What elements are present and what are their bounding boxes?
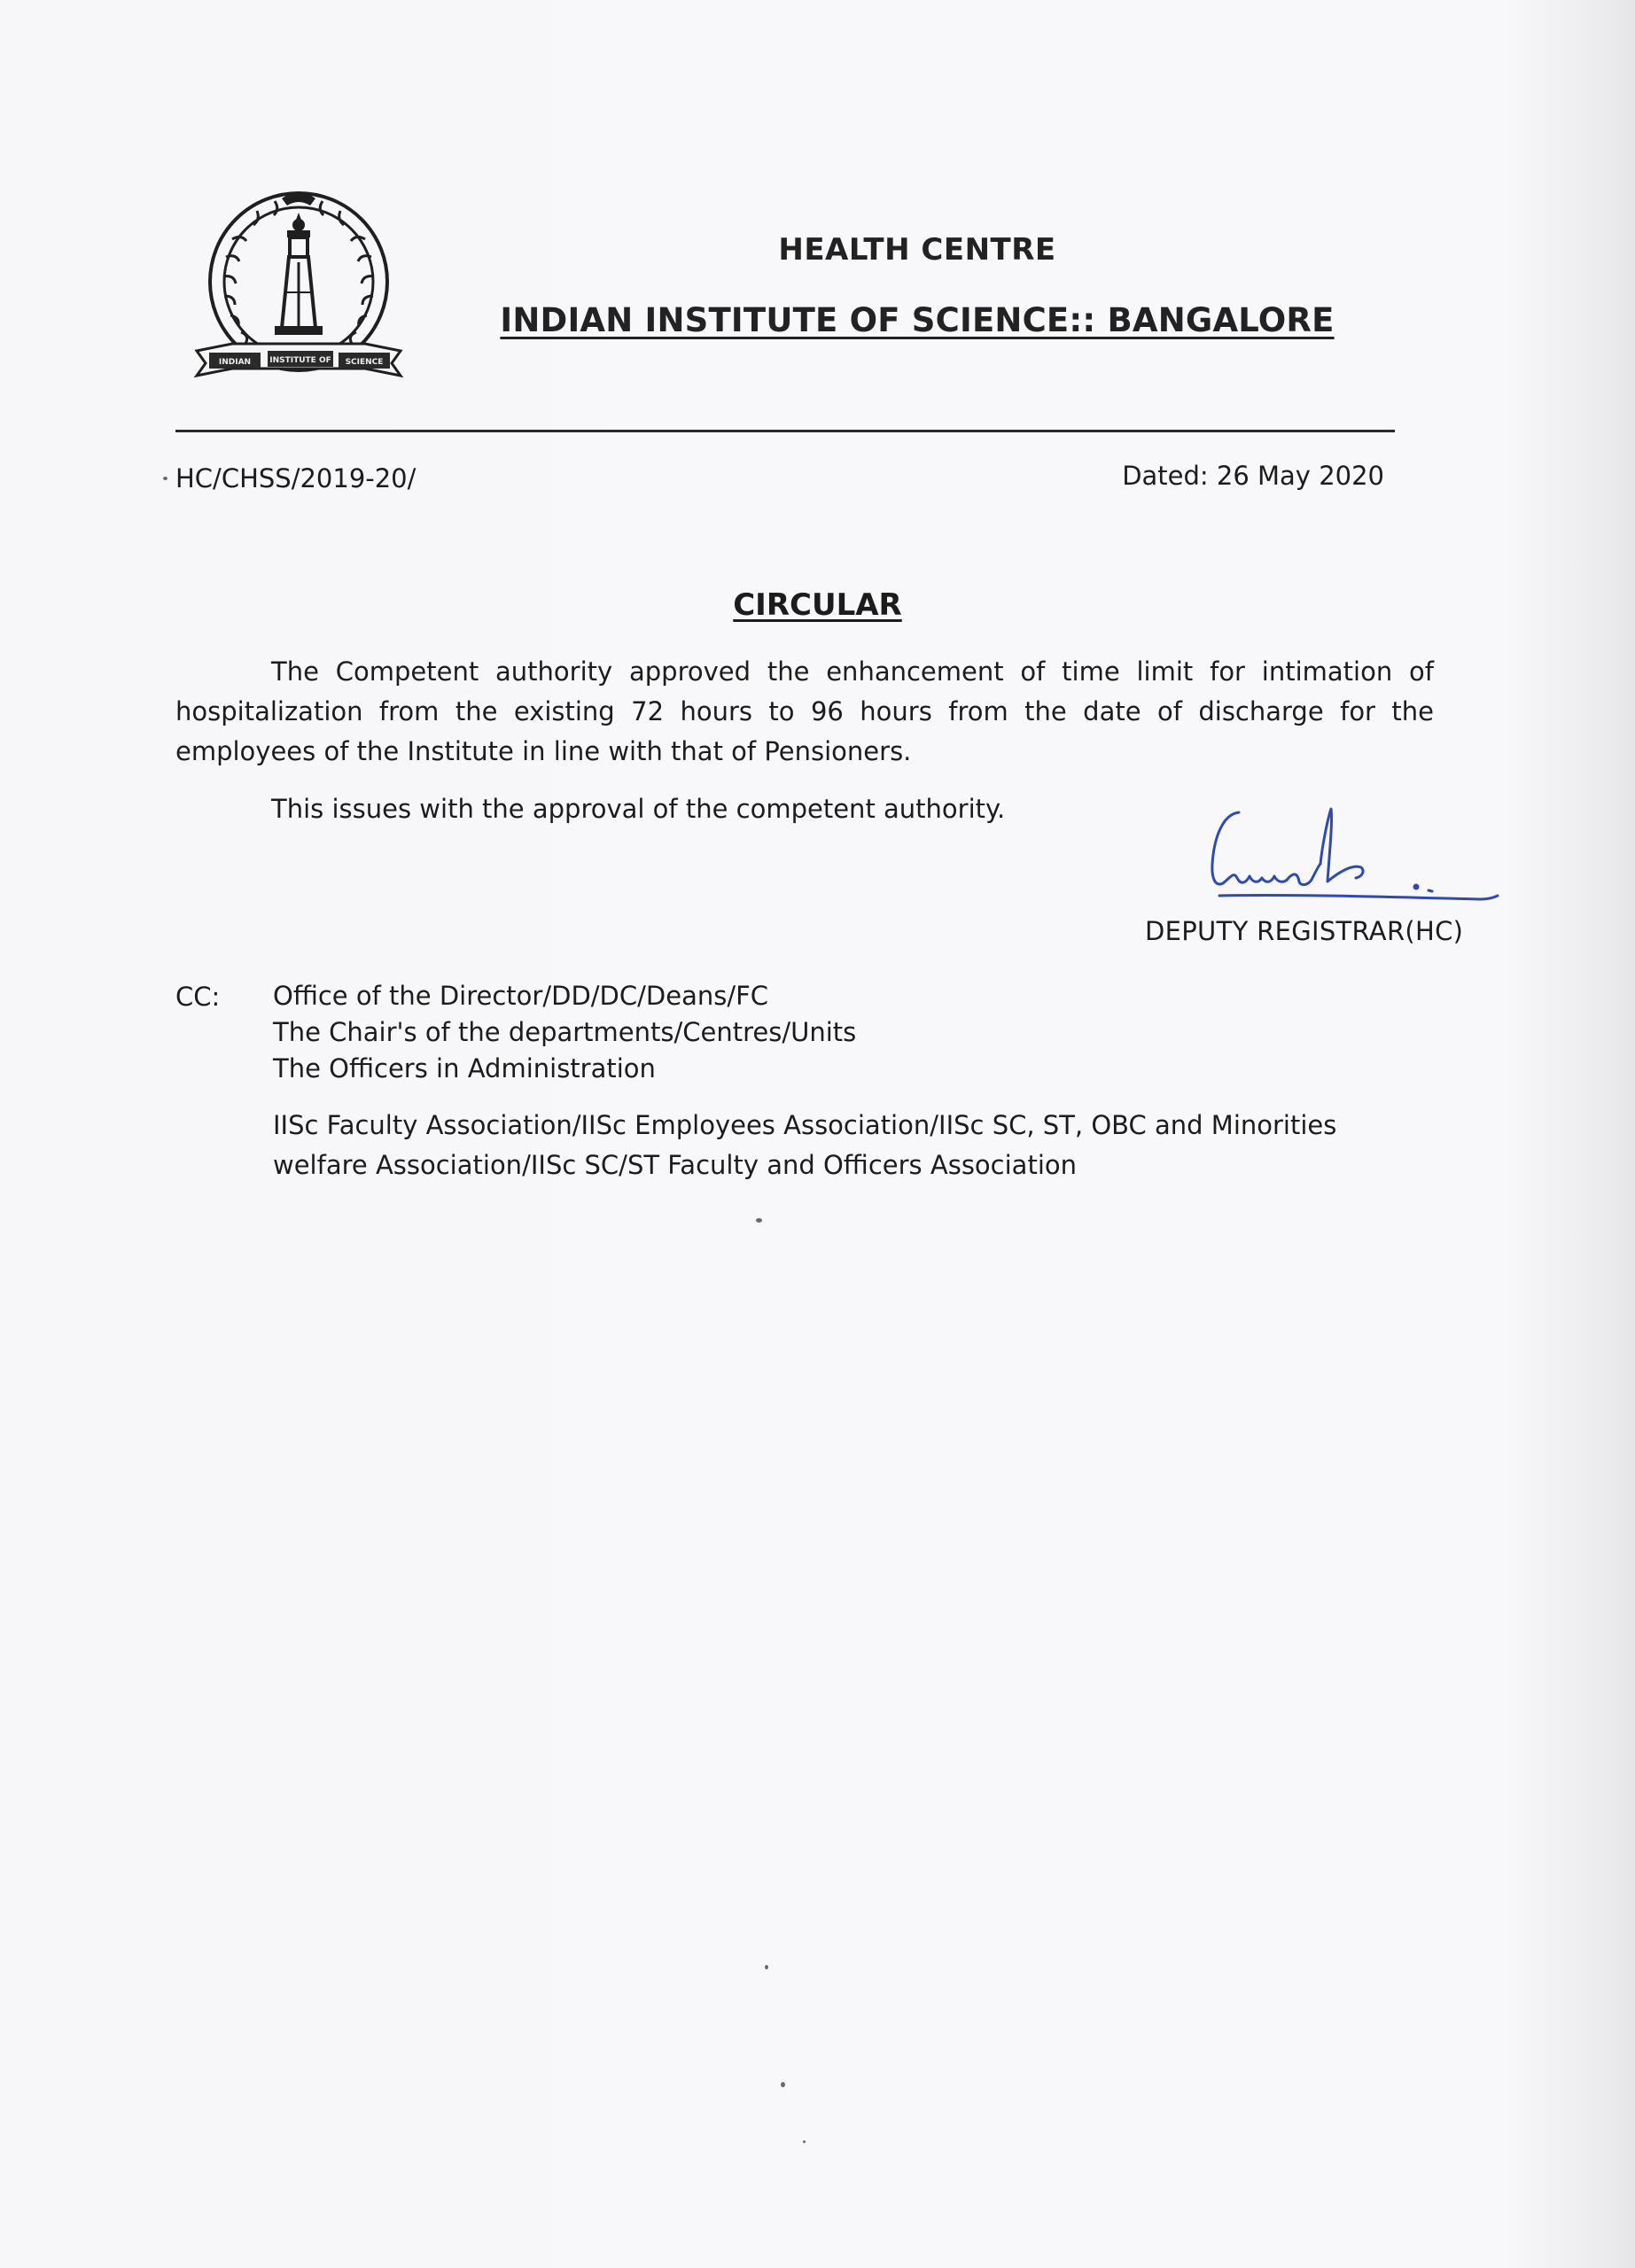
cc-recipient: Office of the Director/DD/DC/Deans/FC <box>273 981 769 1011</box>
circular-body: The Competent authority approved the enhancement of time limit for intimation of hospitalization from the existing 72 hours to 96 hours from the date of discharge for the employees of the Institute in line with that of Pensioners. <box>175 656 1434 766</box>
circular-date: Dated: 26 May 2020 <box>1122 461 1384 491</box>
institute-heading: INDIAN INSTITUTE OF SCIENCE:: BANGALORE <box>500 301 1335 339</box>
seal-text-indian: INDIAN <box>218 358 252 367</box>
cc-recipient: The Officers in Administration <box>273 1053 656 1084</box>
scan-speck <box>765 1965 768 1969</box>
scan-speck <box>781 2082 785 2087</box>
signatory-designation: DEPUTY REGISTRAR(HC) <box>1145 916 1464 946</box>
seal-text-science: SCIENCE <box>345 358 384 367</box>
department-heading: HEALTH CENTRE <box>778 232 1056 268</box>
iisc-seal-logo <box>186 177 412 403</box>
scan-speck <box>163 477 167 480</box>
cc-recipient: The Chair's of the departments/Centres/Units <box>273 1017 857 1047</box>
cc-recipient-list <box>273 978 1425 1087</box>
seal-text-institute: INSTITUTE OF <box>269 356 331 365</box>
reference-number: HC/CHSS/2019-20/ <box>175 463 417 493</box>
approval-statement: This issues with the approval of the competent authority. <box>271 794 1006 824</box>
signature <box>1187 802 1515 926</box>
cc-associations: IISc Faculty Association/IISc Employees Association/IISc SC, ST, OBC and Minorities welfare Association/IISc SC/ST Faculty and Officers Association <box>273 1110 1337 1180</box>
circular-title: CIRCULAR <box>733 587 902 623</box>
scan-speck <box>756 1218 762 1223</box>
cc-label: CC: <box>175 982 221 1012</box>
header-divider <box>175 430 1395 432</box>
scan-speck <box>803 2140 806 2143</box>
